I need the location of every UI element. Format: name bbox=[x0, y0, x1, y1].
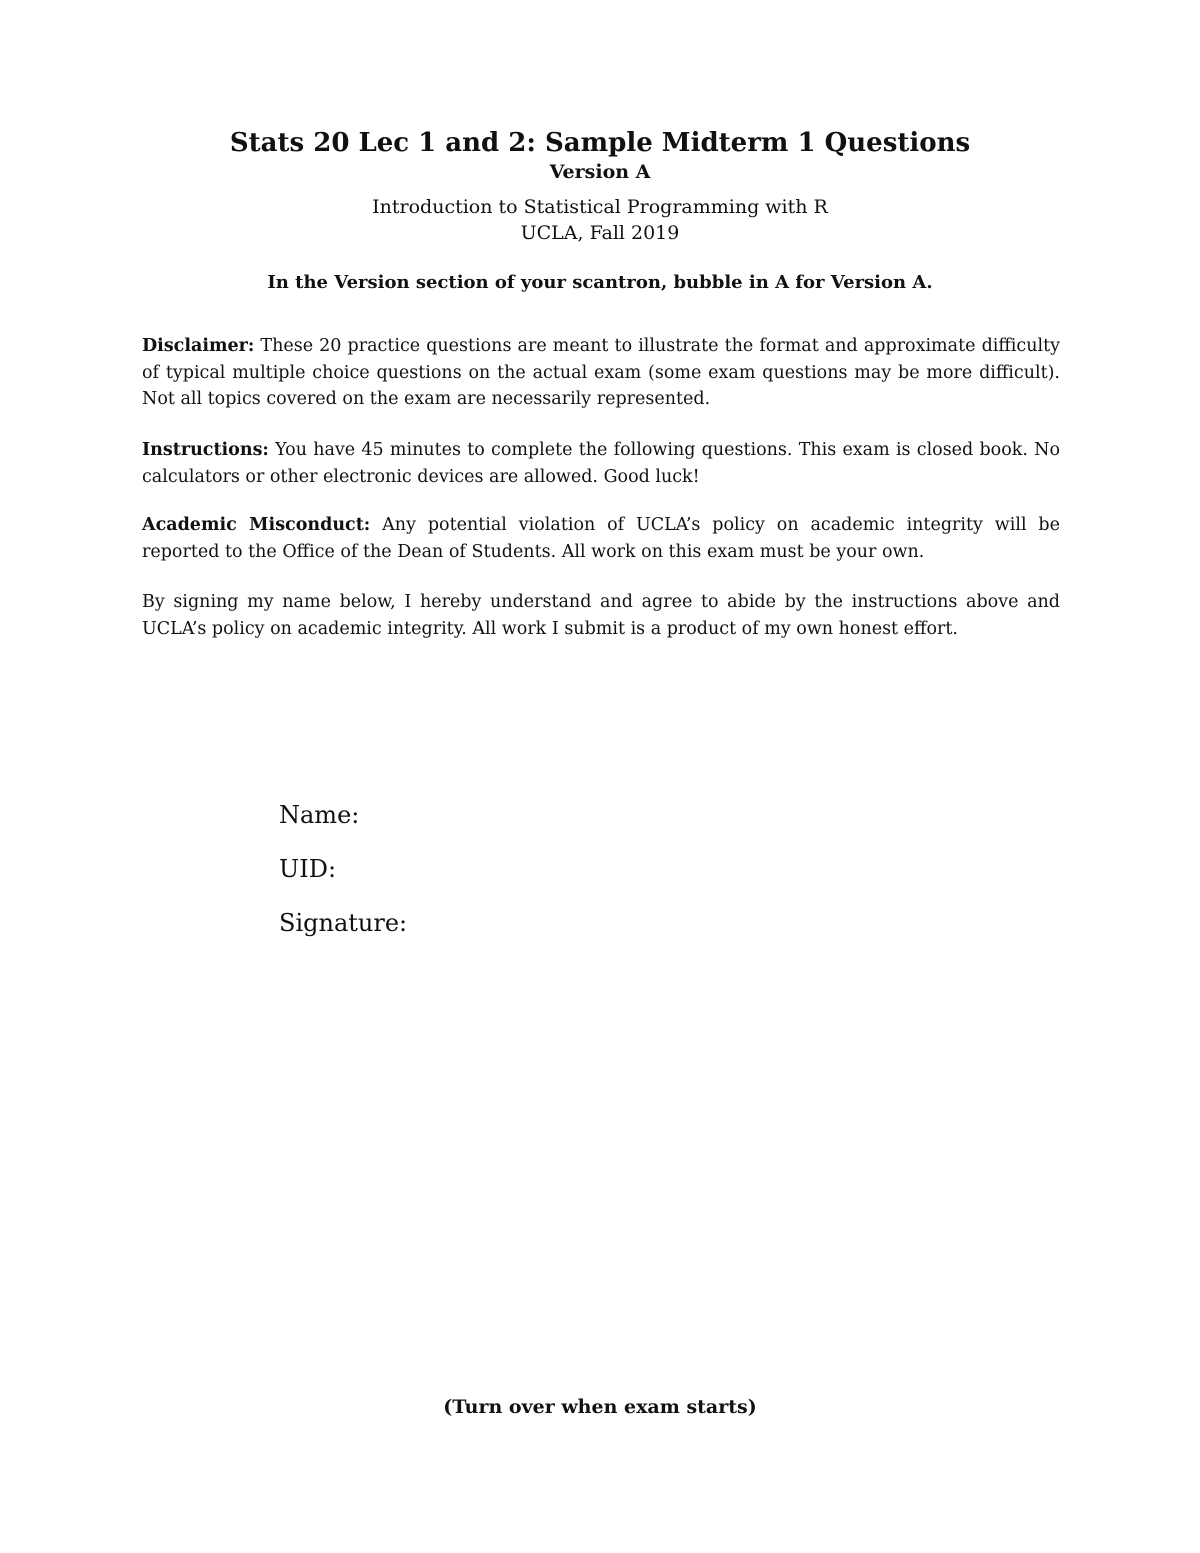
instructions-paragraph bbox=[142, 437, 1060, 490]
uid-field-label: UID: bbox=[279, 855, 337, 883]
misconduct-text: Any potential violation of UCLA’s policy on academic integrity will be reported to the Office of the Dean of Students. All work on this exam must be your own. bbox=[142, 515, 1060, 562]
signing-text: By signing my name below, I hereby understand and agree to abide by the instructions above and UCLA’s policy on academic integrity. All work I submit is a product of my own honest effort. bbox=[142, 592, 1060, 639]
term-label: UCLA, Fall 2019 bbox=[520, 222, 680, 244]
disclaimer-text: These 20 practice questions are meant to illustrate the format and approximate difficulty of typical multiple choice questions on the actual exam (some exam questions may be more difficult). Not all topics covered on the exam are necessarily represented. bbox=[142, 336, 1060, 409]
instructions-text: You have 45 minutes to complete the following questions. This exam is closed book. No calculators or other electronic devices are allowed. Good luck! bbox=[142, 440, 1060, 487]
page-title: Stats 20 Lec 1 and 2: Sample Midterm 1 Questions bbox=[229, 128, 971, 158]
signing-paragraph bbox=[142, 589, 1060, 642]
course-name: Introduction to Statistical Programming with R bbox=[372, 196, 828, 218]
misconduct-paragraph bbox=[142, 512, 1060, 565]
version-label: Version A bbox=[549, 161, 651, 183]
misconduct-label: Academic Misconduct: bbox=[142, 515, 371, 535]
disclaimer-paragraph bbox=[142, 333, 1060, 413]
name-field-label: Name: bbox=[279, 801, 360, 829]
disclaimer-label: Disclaimer: bbox=[142, 336, 255, 356]
signature-field-label: Signature: bbox=[279, 909, 408, 937]
instructions-label: Instructions: bbox=[142, 440, 269, 460]
turn-over-note: (Turn over when exam starts) bbox=[443, 1396, 757, 1418]
scantron-instruction: In the Version section of your scantron, bubble in A for Version A. bbox=[267, 272, 933, 293]
